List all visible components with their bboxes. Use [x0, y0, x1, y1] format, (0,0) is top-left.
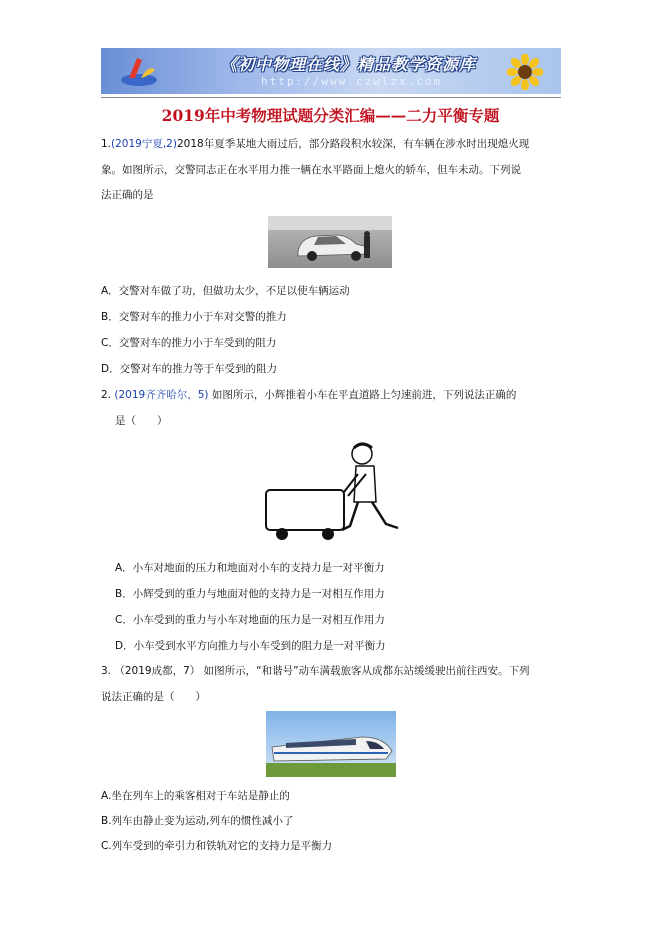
- q2-option-a: A．小车对地面的压力和地面对小车的支持力是一对平衡力: [115, 562, 385, 574]
- q3-option-b: B.列车由静止变为运动,列车的惯性减小了: [101, 815, 294, 827]
- q1-option-c: C．交警对车的推力小于车受到的阻力: [101, 337, 277, 349]
- q3-train-photo: [266, 711, 396, 777]
- q2-line1: [101, 388, 516, 402]
- q2-option-b: B．小辉受到的重力与地面对他的支持力是一对相互作用力: [115, 588, 385, 600]
- q3-number: 3.: [101, 665, 112, 677]
- q2-line2: 是（ ）: [115, 415, 168, 427]
- q1-stem-1: 2018年夏季某地大雨过后，部分路段积水较深，有车辆在涉水时出现熄火现: [176, 138, 530, 150]
- q1-line1: [101, 137, 529, 151]
- banner-url[interactable]: http://www.czwlzx.com: [261, 75, 443, 88]
- banner-title: 《初中物理在线》精品教学资源库: [221, 55, 477, 74]
- q3-source: （2019成都，7）: [114, 665, 201, 677]
- q2-number: 2.: [101, 389, 112, 401]
- q3-stem-1: 如图所示，“和谐号”动车满载旅客从成都东站缓缓驶出前往西安。下列: [203, 665, 530, 677]
- q3-line2: 说法正确的是（ ）: [101, 691, 206, 703]
- header-divider: [101, 97, 561, 98]
- q1-source: (2019宁夏,2): [111, 138, 177, 150]
- q2-stem-1: 如图所示，小辉推着小车在平直道路上匀速前进，下列说法正确的: [211, 389, 517, 401]
- q1-option-a: A．交警对车做了功，但做功太少，不足以使车辆运动: [101, 285, 350, 297]
- q3-line1: [101, 664, 530, 678]
- q1-option-d: D．交警对车的推力等于车受到的阻力: [101, 363, 278, 375]
- q1-line2: 象。如图所示，交警同志正在水平用力推一辆在水平路面上熄火的轿车，但车未动。下列说: [101, 164, 521, 176]
- q3-option-a: A.坐在列车上的乘客相对于车站是静止的: [101, 790, 290, 802]
- q1-car-photo: [268, 216, 392, 268]
- page-title: 2019年中考物理试题分类汇编——二力平衡专题: [161, 106, 500, 125]
- q2-source: (2019齐齐哈尔，5): [114, 389, 209, 401]
- header-banner: [101, 48, 561, 94]
- q1-line3: 法正确的是: [101, 189, 154, 201]
- q2-option-c: C．小车受到的重力与小车对地面的压力是一对相互作用力: [115, 614, 385, 626]
- q2-boy-pushing-cart-illustration: [262, 440, 414, 544]
- q2-option-d: D．小车受到水平方向推力与小车受到的阻力是一对平衡力: [115, 640, 386, 652]
- sunflower-icon: [507, 54, 543, 90]
- q1-number: 1.: [101, 138, 112, 150]
- site-logo-icon: [119, 54, 159, 88]
- q3-option-c: C.列车受到的牵引力和铁轨对它的支持力是平衡力: [101, 840, 333, 852]
- q1-option-b: B．交警对车的推力小于车对交警的推力: [101, 311, 287, 323]
